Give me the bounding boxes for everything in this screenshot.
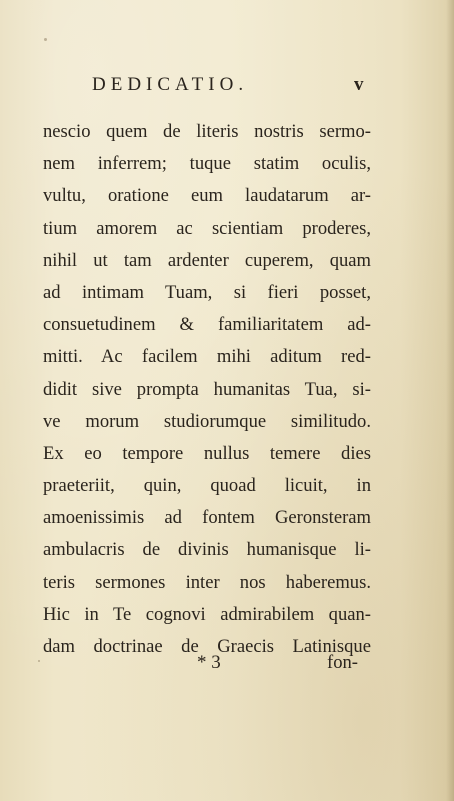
text-line: tium amorem ac scientiam proderes, (43, 217, 371, 239)
text-line: Ex eo tempore nullus temere dies (43, 442, 371, 464)
text-line: ambulacris de divinis humanisque li- (43, 539, 371, 561)
body-text (43, 116, 371, 663)
text-line: praeteriit, quin, quoad licuit, in (43, 475, 371, 497)
text-line: amoenissimis ad fontem Geronsteram (43, 507, 371, 529)
signature-mark: * 3 (197, 652, 221, 673)
text-line: nihil ut tam ardenter cuperem, quam (43, 249, 371, 271)
text-line: ad intimam Tuam, si fieri posset, (43, 281, 371, 303)
page-number: v (354, 74, 364, 95)
text-line: nem inferrem; tuque statim oculis, (43, 153, 371, 175)
text-line: vultu, oratione eum laudatarum ar- (43, 185, 371, 207)
paper-speck (44, 38, 47, 41)
page-edge-shadow (446, 0, 454, 801)
text-line: ve morum studiorumque similitudo. (43, 410, 371, 432)
text-line: didit sive prompta humanitas Tua, si- (43, 378, 371, 400)
text-line: mitti. Ac facilem mihi aditum red- (43, 346, 371, 368)
text-line: nescio quem de literis nostris sermo- (43, 121, 371, 142)
running-title: DEDICATIO. (92, 74, 249, 95)
text-line: dam doctrinae de Graecis Latinisque (43, 636, 371, 657)
text-line: teris sermones inter nos haberemus. (43, 571, 371, 593)
text-line: Hic in Te cognovi admirabilem quan- (43, 603, 371, 625)
paper-speck (38, 660, 40, 662)
catchword: fon- (327, 652, 358, 673)
text-line: consuetudinem & familiaritatem ad- (43, 314, 371, 336)
